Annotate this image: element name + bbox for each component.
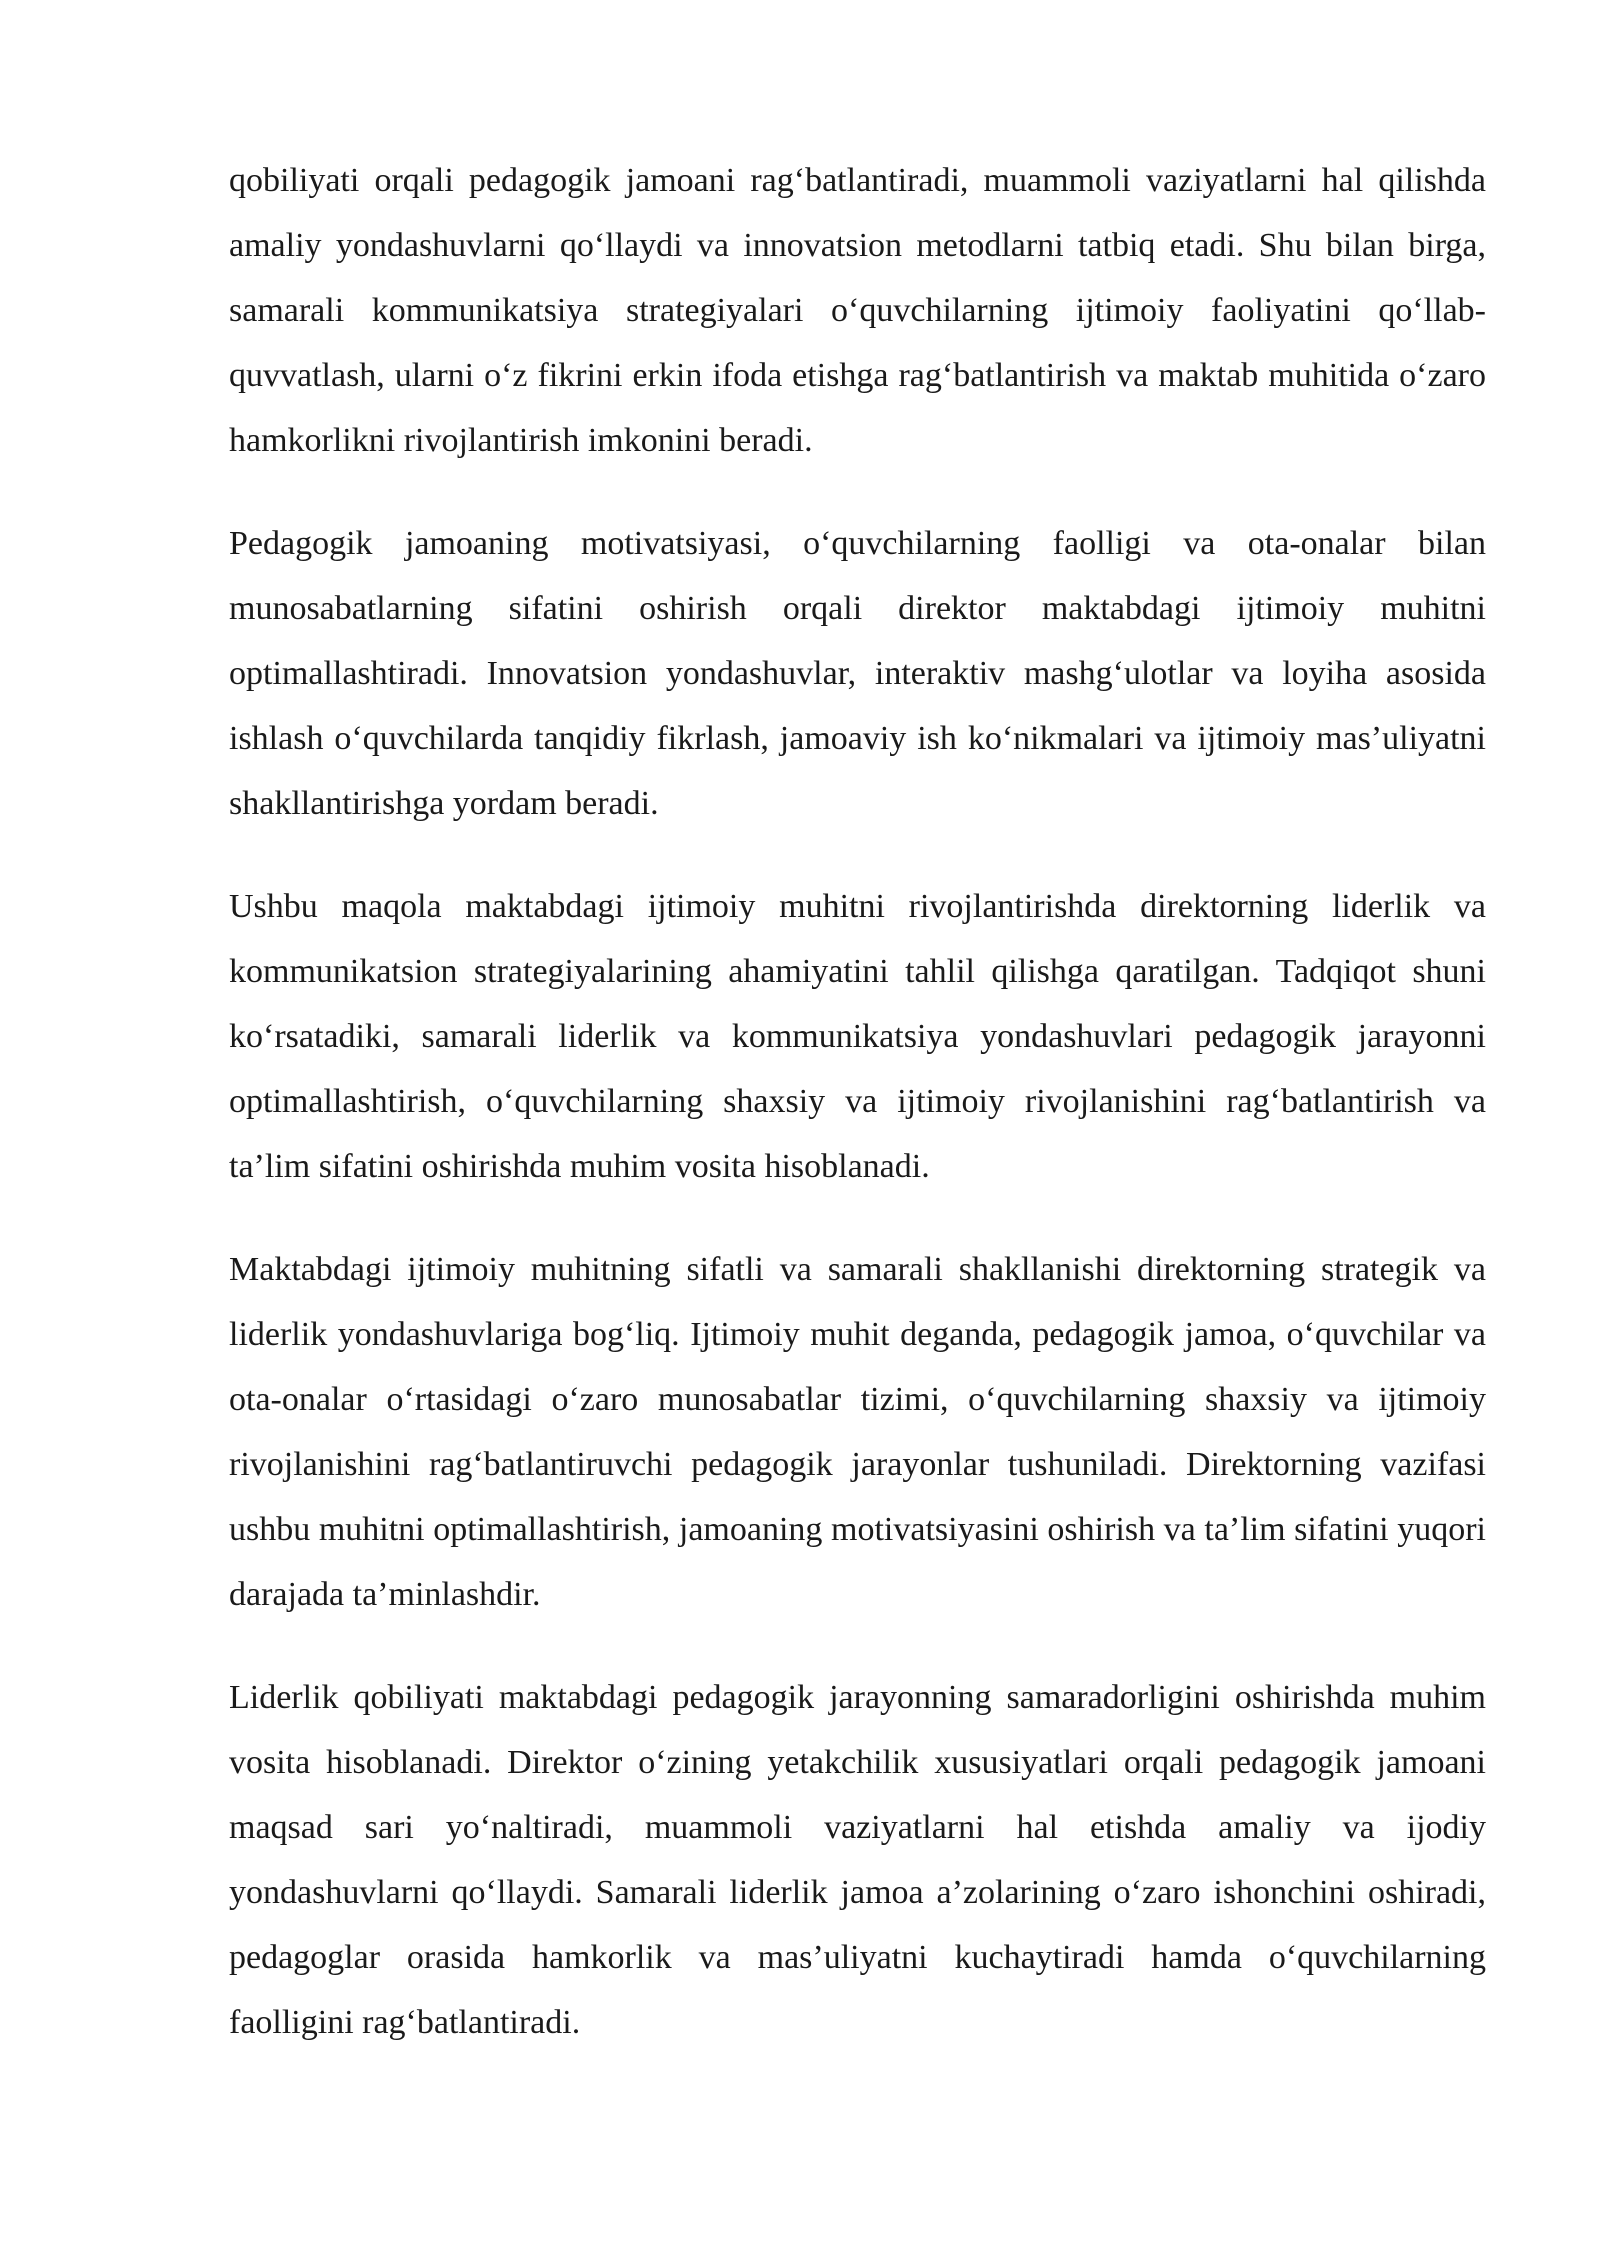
paragraph-5: Liderlik qobiliyati maktabdagi pedagogik jarayonning samaradorligini oshirishda muhim vosita hisoblanadi. Direktor o‘zining yetakchilik xususiyatlari orqali pedagogik jamoani maqsad sari yo‘naltiradi, muammoli vaziyatlarni hal etishda amaliy va ijodiy yondashuvlarni qo‘llaydi. Samarali liderlik jamoa a’zolarining o‘zaro ishonchini oshiradi, pedagoglar orasida hamkorlik va mas’uliyatni kuchaytiradi hamda o‘quvchilarning faolligini rag‘batlantiradi.: [229, 1679, 1486, 2041]
paragraph-1: qobiliyati orqali pedagogik jamoani rag‘batlantiradi, muammoli vaziyatlarni hal qilishda amaliy yondashuvlarni qo‘llaydi va innovatsion metodlarni tatbiq etadi. Shu bilan birga, samarali kommunikatsiya strategiyalari o‘quvchilarning ijtimoiy faoliyatini qo‘llab-quvvatlash, ularni o‘z fikrini erkin ifoda etishga rag‘batlantirish va maktab muhitida o‘zaro hamkorlikni rivojlantirish imkonini beradi.: [229, 162, 1486, 459]
document-body: [229, 148, 1486, 2093]
paragraph-3: Ushbu maqola maktabdagi ijtimoiy muhitni rivojlantirishda direktorning liderlik va kommunikatsion strategiyalarining ahamiyatini tahlil qilishga qaratilgan. Tadqiqot shuni ko‘rsatadiki, samarali liderlik va kommunikatsiya yondashuvlari pedagogik jarayonni optimallashtirish, o‘quvchilarning shaxsiy va ijtimoiy rivojlanishini rag‘batlantirish va ta’lim sifatini oshirishda muhim vosita hisoblanadi.: [229, 888, 1486, 1185]
paragraph-2: Pedagogik jamoaning motivatsiyasi, o‘quvchilarning faolligi va ota-onalar bilan munosabatlarning sifatini oshirish orqali direktor maktabdagi ijtimoiy muhitni optimallashtiradi. Innovatsion yondashuvlar, interaktiv mashg‘ulotlar va loyiha asosida ishlash o‘quvchilarda tanqidiy fikrlash, jamoaviy ish ko‘nikmalari va ijtimoiy mas’uliyatni shakllantirishga yordam beradi.: [229, 525, 1486, 822]
paragraph-4: Maktabdagi ijtimoiy muhitning sifatli va samarali shakllanishi direktorning strategik va liderlik yondashuvlariga bog‘liq. Ijtimoiy muhit deganda, pedagogik jamoa, o‘quvchilar va ota-onalar o‘rtasidagi o‘zaro munosabatlar tizimi, o‘quvchilarning shaxsiy va ijtimoiy rivojlanishini rag‘batlantiruvchi pedagogik jarayonlar tushuniladi. Direktorning vazifasi ushbu muhitni optimallashtirish, jamoaning motivatsiyasini oshirish va ta’lim sifatini yuqori darajada ta’minlashdir.: [229, 1251, 1486, 1613]
